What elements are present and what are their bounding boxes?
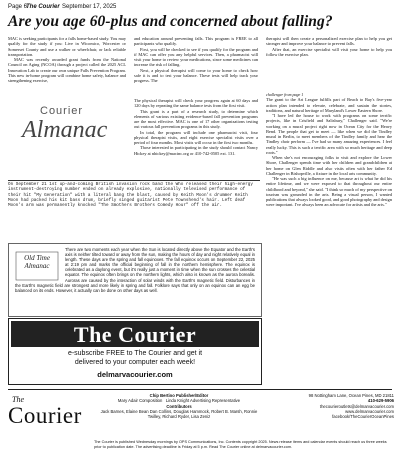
article-column-2 [134,36,258,96]
contributors-label: Contributors [166,403,192,409]
paragraph: and education around preventing falls. This program is FREE to all participants who qualify. [134,36,258,47]
website-link[interactable]: www.delmarvacourier.com [345,408,394,414]
address: 98 Nottingham Lane, Ocean Pines, MD 21811 [308,393,394,398]
almanac-text: On September 21 1st up-and-coming British invasion rock band the Who released their high-energy instrument-destroying number ended on already explosive, nationally televised performance of their hit "My Generation" with a literal bang the blast, caused by Keith Moon's drummer Keith Moon had packed his kit bass drum, briefly singed guitarist Pete Townshend's hair. Left deaf Moon's arm was permanently knocked "The Smothers Brothers Comedy Hour" off the air. [8,182,253,209]
equinox-box [8,243,262,317]
page-number: Page 6 [8,4,28,10]
contact-box [266,393,394,433]
staff-linda: Linda Knight Advertising Representative [165,398,241,404]
paragraph: MAC is seeking participants for a falls home-based study. You may qualify for the study if you: Live in Wicomico, Worcester or Somerset County and use a walker or wheelchair, or lack reliable transportation. [8,36,126,57]
paper-name: The Courier [26,4,60,10]
issue-date: September 17, 2025 [62,4,117,10]
subscribe-ad[interactable] [8,318,262,385]
ad-masthead-text: The Courier [73,322,197,347]
paragraph: therapist will then create a personalized exercise plan to help you get stronger and improve your balance to prevent falls. [266,36,392,47]
paragraph: When she's not encouraging folks to visit and explore the Lower Shore, Challenger spends time with her children and grandchildren at her home on Glen Riddle and also visits often with her father Ed Challenger in Bishopville, a fixture in the local arts community. [266,155,392,176]
old-time-almanac-label: Old Time Almanac [24,254,50,270]
staff-mary: Mary Adair Composition [117,398,163,404]
footer-divider [8,389,392,390]
paragraph: First, you will be checked to see if you qualify for the program and if MAC can offer you any helpful services. Then, a pharmacist will visit your home to review your medications, since some medicines can increase the risk of falling. [134,46,258,68]
ad-url-link[interactable]: delmarvacourier.com [97,370,173,379]
publisher: Chip Bertino Publisher/Editor [149,393,209,398]
divider [8,180,260,181]
phone: 410-629-5906 [367,398,394,404]
challenger-column [266,92,392,387]
footer-logo [8,395,88,441]
footer-logo-name: Courier [8,403,82,428]
old-time-almanac-icon [15,251,59,281]
article-column-3 [266,36,392,84]
paragraph: This grant is a part of a research study, to determine which elements of various existing evidence-based fall prevention programs are the most effective. MAC is one of 17 other organizations testing out various fall prevention programs in this study. [134,108,258,130]
paragraph: Next, a physical therapist will come to your home to check how safe it is and to test your balance. These tests will help track your progress. The [134,67,258,83]
ad-subscribe-text [13,350,257,367]
contributors-list: Jack Barnes, Elaine Bean Dan Collins, Douglas Hammock, Robert B. Marsh, Ronnie Twilley, Richard Ryder, Lisa Zeniz [100,408,258,420]
staff-box [94,393,264,439]
old-time-almanac-badge [15,251,61,281]
equinox-text: There are two moments each year when the Sun is located directly above the Equator and the Earth's axis is neither tilted toward or away from the sun, making the hours of day and night relatively equal in length. These days are the spring and fall equinoxes. The fall equinox occurs on September 22, 2025 at 2:19 pm and marks the official beginning of fall in the northern hemisphere. The equinox is celebrated as a daylong event, but it's really just a moment in time when the sun crosses the celestial equator. The equinox often brings on the northern lights, which also is known as the aurora borealis. Auroras are caused by the interaction of solar winds with the Earth's magnetic field. Disturbances in the Earth's magnetic field are strongest and more likely in spring and fall. Folklore says that only on an equinox can an egg be balanced on its ends. However, it actually can be done on other days as well. [15,247,255,293]
paragraph: In total, the program will include one pharmacist visit, four physical therapist visits, and eight exercise specialist visits over a period of four months. Most visits will occur in the first two months. [134,129,258,145]
paragraph: Those interested in participating in the study should contact Nancy Hickey at nhickey@macinc.org or 410-742-0505 ext. 131. [134,145,258,156]
almanac-logo-courier: Courier [40,105,84,117]
ad-line-1: e-subscribe FREE to The Courier and get it [67,350,203,357]
paragraph: After that, an exercise specialist will visit your home to help you follow the exercise plan. [266,46,392,57]
headline: Are you age 60-plus and concerned about falling? [8,13,333,30]
ad-line-2: delivered to your computer each week! [74,358,196,366]
almanac-logo-title: Almanac [22,117,108,143]
paragraph: The physical therapist will check your progress again at 60 days and 120 days by repeating the same balance tests from the first visit. [134,98,258,109]
equinox-text-wrap [15,247,255,293]
paragraph: The grant to the Art League fulfills part of Beach to Bay's five-year action plan intended to elevate, celebrate, and sustain the stories, traditions, and natural heritage of Maryland's Lower Eastern Shore. [266,97,392,113]
almanac-logo [8,103,128,163]
facebook-link[interactable]: facebook/TheCourierOceanPines [332,414,394,420]
footer-logo-the: The [12,395,24,404]
email-link[interactable]: thecourieroutlets@delmarvacourier.com [319,403,394,409]
continued-label: challenger from page 1 [266,92,304,97]
paragraph: MAC was recently awarded grant funds from the National Council on Aging (NCOA) through a project called the 2025 ACL Innovation Lab to create our own unique Falls Prevention Program. This new in-home program will combine home safety, balance and strengthening exercise, [8,57,126,83]
publication-notice: The Courier is published Wednesday mornings by OPS Communications, Inc. Contents copyright 2025. News release items and calendar events should reach us three weeks prior to publication date. The advertising deadline is Friday at 5 p.m. Read The Courier online at delmarvacourier.com. [94,440,387,449]
ad-masthead [11,321,259,347]
paragraph: "I have led the house to work with programs on some terrific projects, like in Crisfield and Salisbury," Challenger said. "We're working on a mural project right now in Ocean City for the Heavy Bend. The people that get to meet — like when we did the Tindley mural in Berlin, to meet members of the Tindley family and hear the Tindley choir perform — I've had so many amazing experiences. I feel really lucky. This is such a terrific area with so much heritage and deep roots." [266,113,392,155]
paragraph: "He was such a big influence on me, because art is what he did his entire lifetime, and we were exposed to that throughout our entire childhood and beyond," she said. "I think so much of my perspective on tourism was grounded in the arts. Being a visual person, I wanted publications that always looked good, and good photography and design were important. I've always been an advocate for artists and the arts." [266,176,392,208]
article-column-mid [134,98,258,176]
